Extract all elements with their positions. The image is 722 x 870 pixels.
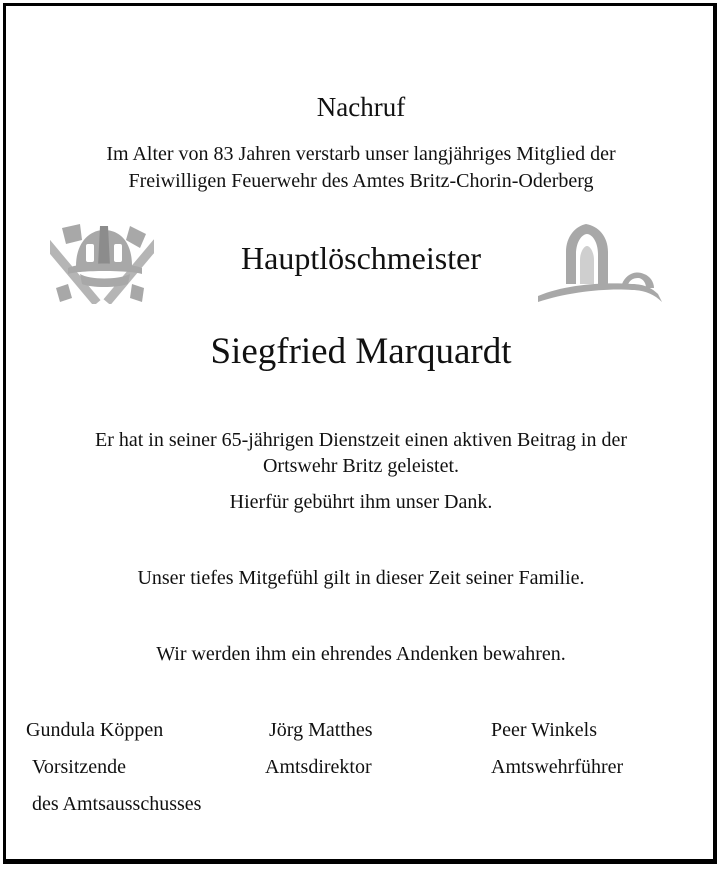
- signature-role-line-2: des Amtsausschusses: [32, 793, 202, 815]
- signature-block-3: [491, 712, 623, 786]
- service-line-2: Ortswehr Britz geleistet.: [262, 455, 460, 477]
- signature-name: Gundula Köppen: [26, 719, 164, 741]
- signature-name: Jörg Matthes: [269, 719, 373, 741]
- amt-logo-icon: [536, 222, 664, 304]
- deceased-rank: Hauptlöschmeister: [241, 240, 481, 276]
- notice-title: Nachruf: [316, 92, 406, 122]
- sympathy-text: Unser tiefes Mitgefühl gilt in dieser Zeit seiner Familie.: [137, 567, 585, 589]
- memory-text: Wir werden ihm ein ehrendes Andenken bewahren.: [156, 643, 566, 665]
- thanks-text: Hierfür gebührt ihm unser Dank.: [229, 491, 493, 513]
- signature-name: Peer Winkels: [491, 719, 598, 741]
- deceased-name: Siegfried Marquardt: [210, 331, 512, 372]
- signature-block-2: [265, 712, 373, 786]
- signature-role: Vorsitzende: [32, 756, 127, 778]
- service-text: [0, 427, 722, 479]
- signature-role: Amtsdirektor: [265, 756, 372, 778]
- intro-line-1: Im Alter von 83 Jahren verstarb unser langjähriges Mitglied der: [106, 143, 616, 165]
- intro-line-2: Freiwilligen Feuerwehr des Amtes Britz-Chorin-Oderberg: [128, 170, 594, 192]
- signature-role: Amtswehrführer: [491, 756, 624, 778]
- service-line-1: Er hat in seiner 65-jährigen Dienstzeit einen aktiven Beitrag in der: [94, 429, 628, 451]
- signature-block-1: [26, 712, 201, 823]
- notice-intro: [0, 141, 722, 195]
